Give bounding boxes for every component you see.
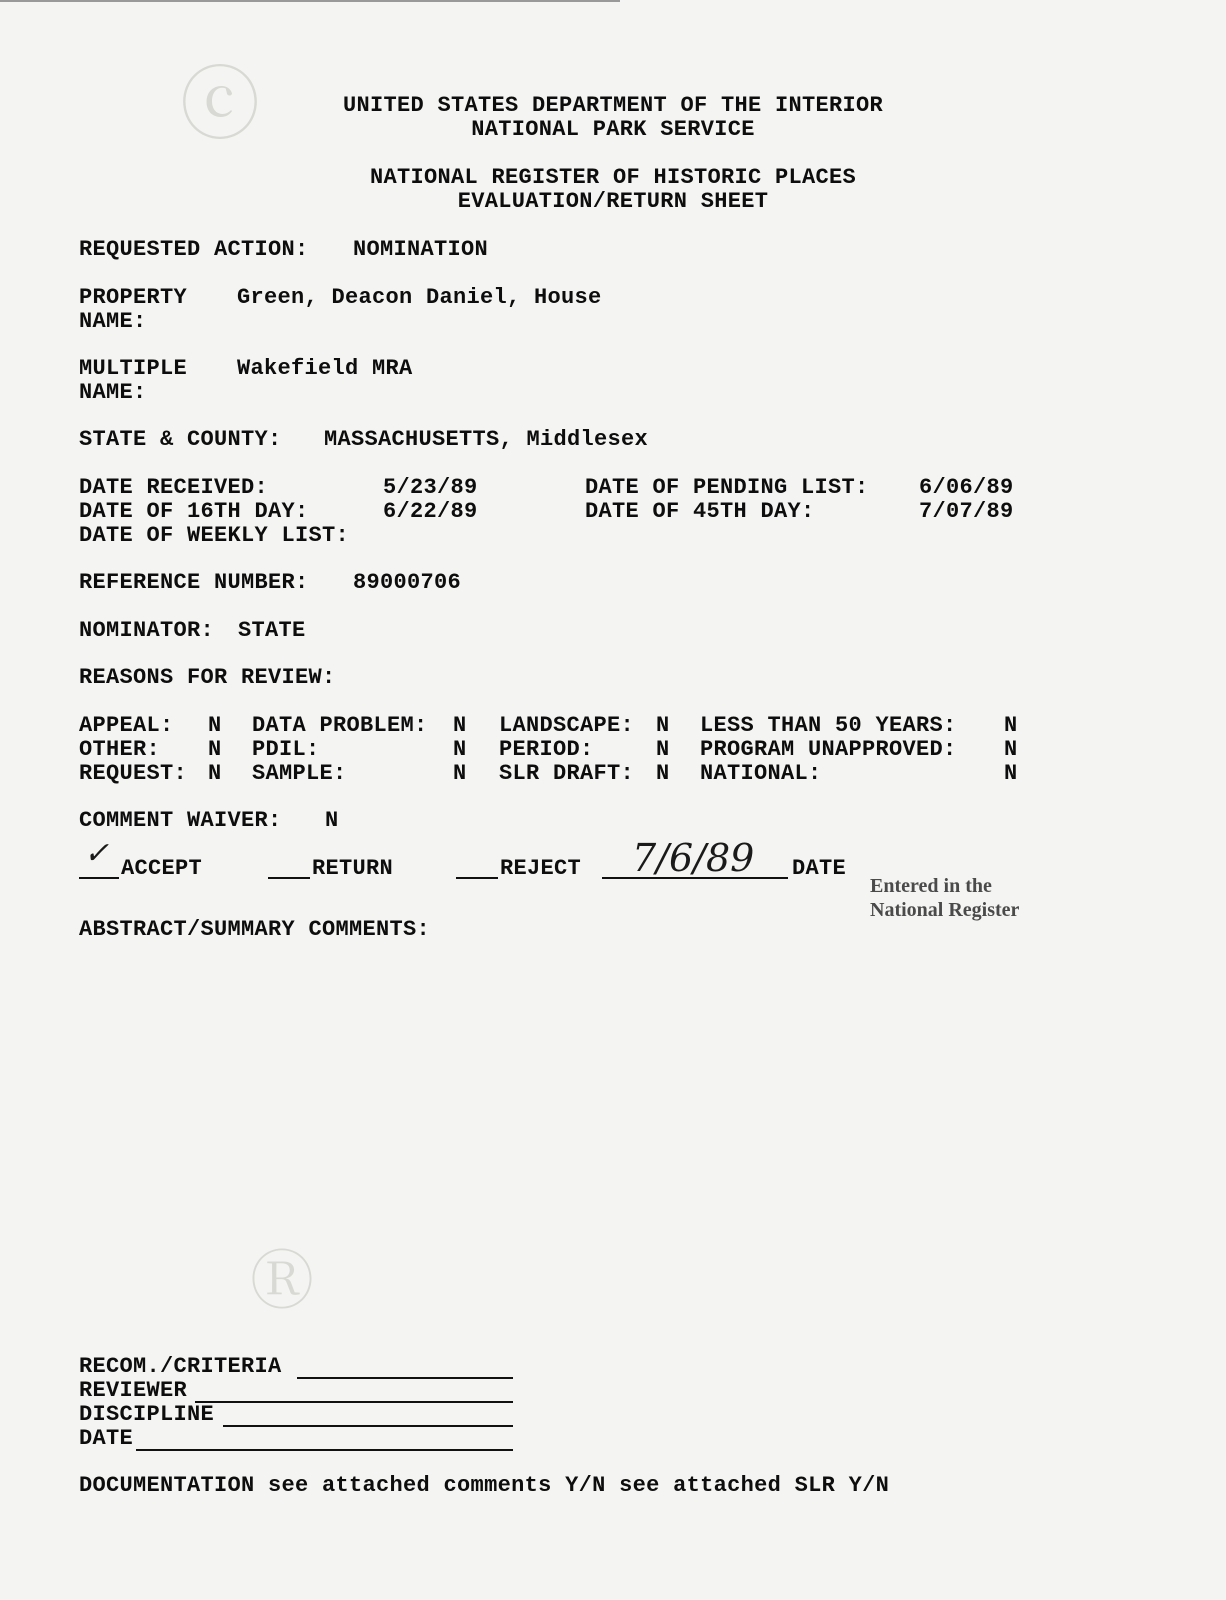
reject-blank [456, 877, 498, 879]
header-service: NATIONAL PARK SERVICE [471, 117, 755, 142]
reviewer-label: REVIEWER [79, 1378, 188, 1403]
request-label: REQUEST: [79, 761, 188, 786]
nominator-label: NOMINATOR: [79, 618, 215, 643]
date-pending-label: DATE OF PENDING LIST: [585, 475, 869, 500]
date-received-value: 5/23/89 [383, 475, 478, 500]
discipline-label: DISCIPLINE [79, 1402, 215, 1427]
accept-label: ACCEPT [121, 856, 203, 881]
bleed-through-mark-lower: Ⓡ [250, 1245, 314, 1319]
documentation-line: DOCUMENTATION see attached comments Y/N see attached SLR Y/N [79, 1473, 890, 1498]
header-register: NATIONAL REGISTER OF HISTORIC PLACES [369, 165, 857, 190]
program-unapproved-label: PROGRAM UNAPPROVED: [700, 737, 957, 762]
header-department: UNITED STATES DEPARTMENT OF THE INTERIOR [342, 93, 884, 118]
multiple-name-label: NAME: [79, 380, 147, 405]
other-value: N [208, 737, 222, 762]
abstract-summary-label: ABSTRACT/SUMMARY COMMENTS: [79, 917, 431, 942]
program-unapproved-value: N [1004, 737, 1018, 762]
property-name-label: NAME: [79, 309, 147, 334]
date-weekly-label: DATE OF WEEKLY LIST: [79, 523, 350, 548]
date-16th-label: DATE OF 16TH DAY: [79, 499, 309, 524]
sample-label: SAMPLE: [252, 761, 347, 786]
scan-edge-line [0, 0, 620, 2]
date-received-label: DATE RECEIVED: [79, 475, 269, 500]
handwritten-date: 7/6/89 [632, 836, 755, 880]
reasons-for-review-label: REASONS FOR REVIEW: [79, 665, 336, 690]
period-value: N [656, 737, 670, 762]
comment-waiver-value: N [325, 808, 339, 833]
date-45th-label: DATE OF 45TH DAY: [585, 499, 815, 524]
date-pending-value: 6/06/89 [919, 475, 1014, 500]
accept-check-mark: ✓ [84, 836, 110, 871]
request-value: N [208, 761, 222, 786]
property-label: PROPERTY [79, 285, 188, 310]
pdil-value: N [453, 737, 467, 762]
date-16th-value: 6/22/89 [383, 499, 478, 524]
less-than-50-value: N [1004, 713, 1018, 738]
date-45th-value: 7/07/89 [919, 499, 1014, 524]
state-county-label: STATE & COUNTY: [79, 427, 282, 452]
register-stamp-line1: Entered in the [870, 875, 992, 897]
data-problem-value: N [453, 713, 467, 738]
requested-action-label: REQUESTED ACTION: [79, 237, 309, 262]
recom-criteria-label: RECOM./CRITERIA [79, 1354, 282, 1379]
data-problem-label: DATA PROBLEM: [252, 713, 428, 738]
landscape-label: LANDSCAPE: [499, 713, 635, 738]
reference-number-value: 89000706 [353, 570, 462, 595]
appeal-label: APPEAL: [79, 713, 174, 738]
header-sheet-title: EVALUATION/RETURN SHEET [457, 189, 769, 214]
recom-criteria-line [297, 1377, 513, 1379]
return-blank [268, 877, 310, 879]
other-label: OTHER: [79, 737, 161, 762]
period-label: PERIOD: [499, 737, 594, 762]
national-label: NATIONAL: [700, 761, 822, 786]
nominator-value: STATE [238, 618, 306, 643]
multiple-label: MULTIPLE [79, 356, 188, 381]
footer-date-line [136, 1449, 513, 1451]
bleed-through-mark: ⓒ [180, 58, 260, 151]
slr-draft-value: N [656, 761, 670, 786]
state-county-value: MASSACHUSETTS, Middlesex [324, 427, 649, 452]
footer-date-label: DATE [79, 1426, 134, 1451]
sample-value: N [453, 761, 467, 786]
landscape-value: N [656, 713, 670, 738]
reject-label: REJECT [500, 856, 582, 881]
accept-blank [79, 877, 119, 879]
discipline-line [223, 1425, 513, 1427]
pdil-label: PDIL: [252, 737, 320, 762]
slr-draft-label: SLR DRAFT: [499, 761, 635, 786]
requested-action-value: NOMINATION [353, 237, 489, 262]
national-value: N [1004, 761, 1018, 786]
multiple-name-value: Wakefield MRA [237, 356, 413, 381]
decision-date-label: DATE [792, 856, 847, 881]
comment-waiver-label: COMMENT WAIVER: [79, 808, 282, 833]
reviewer-line [195, 1401, 513, 1403]
less-than-50-label: LESS THAN 50 YEARS: [700, 713, 957, 738]
appeal-value: N [208, 713, 222, 738]
property-name-value: Green, Deacon Daniel, House [237, 285, 602, 310]
register-stamp-line2: National Register [870, 899, 1020, 921]
reference-number-label: REFERENCE NUMBER: [79, 570, 309, 595]
return-label: RETURN [312, 856, 394, 881]
